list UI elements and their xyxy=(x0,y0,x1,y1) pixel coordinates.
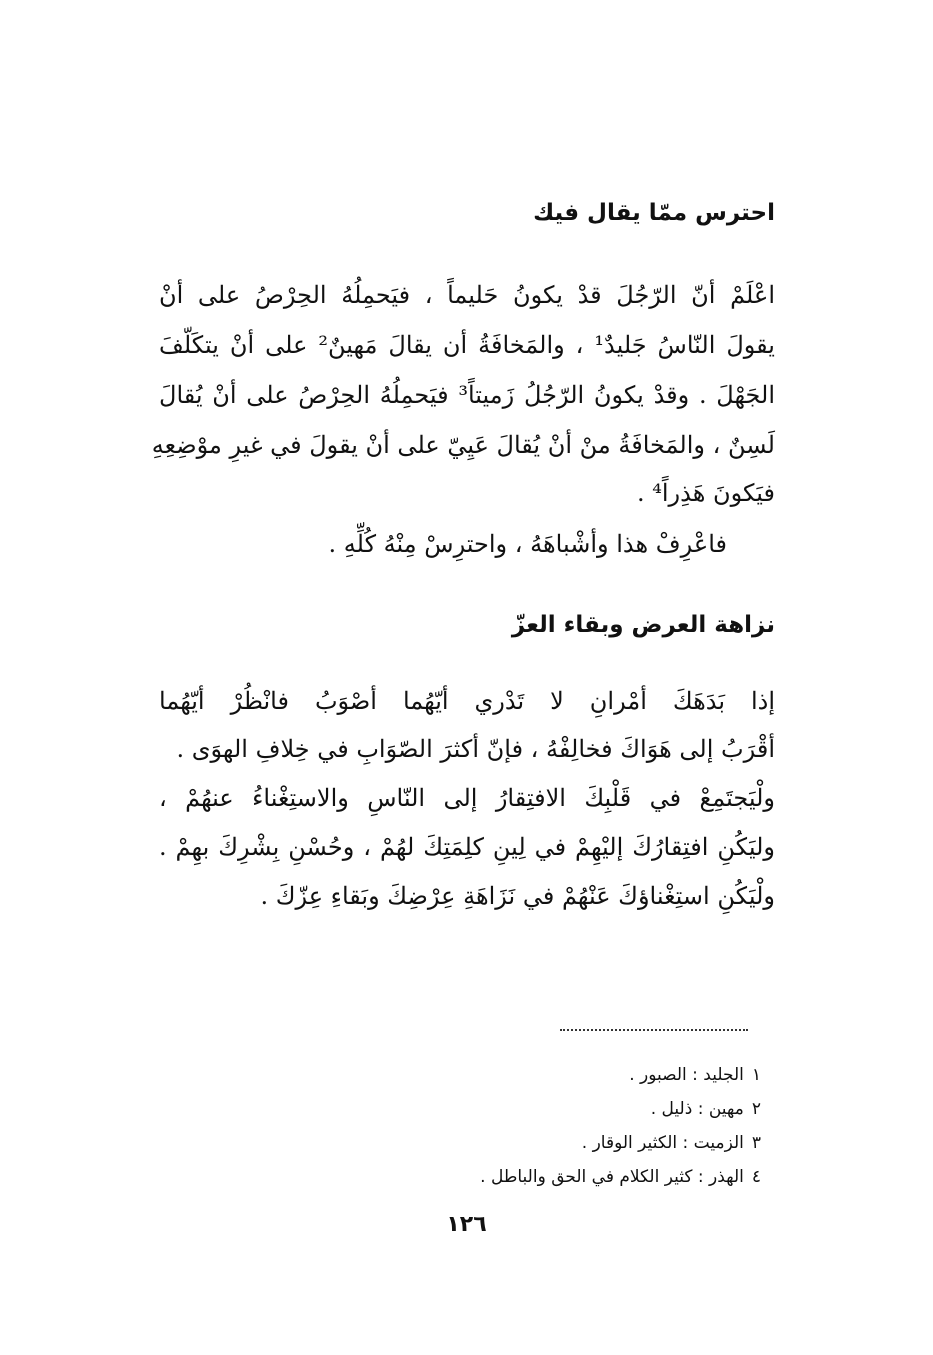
paragraph-line: أقْرَبُ إلى هَوَاكَ فخالِفْهُ ، فإنّ أكثرَ الصّوَابِ في خِلافِ الهوَى . xyxy=(176,735,775,763)
footnote xyxy=(480,1164,761,1190)
footnote-number: ١ xyxy=(751,1065,761,1085)
paragraph-line: فيَكونَ هَذِراً⁴ . xyxy=(636,479,775,507)
paragraph-line: فاعْرِفْ هذا وأشْباهَهُ ، واحترِسْ مِنْهُ كُلِّهِ . xyxy=(328,530,727,558)
paragraph-line: ولْيَجتَمِعْ في قَلْبِكَ الافتِقارُ إلى النّاسِ والاستِغْناءُ عنهُمْ ، xyxy=(159,784,775,812)
paragraph-line: لَسِنٌ ، والمَخافَةُ منْ أنْ يُقالَ عَيِيّ على أنْ يقولَ في غيرِ موْضِعِهِ xyxy=(151,431,775,459)
footnote-text: الهذر : كثير الكلام في الحق والباطل . xyxy=(480,1167,744,1187)
paragraph-line: إذا بَدَهَكَ أمْرانِ لا تَدْري أيّهُما أصْوَبُ فانْظُرْ أيّهُما xyxy=(159,687,775,715)
footnote-text: الجليد : الصبور . xyxy=(629,1065,744,1085)
paragraph-line: ولْيَكُنِ استِغْناؤكَ عَنْهُمْ في نَزَاهَةِ عِرْضِكَ وبَقاءِ عِزّكَ . xyxy=(260,882,775,910)
footnote-number: ٢ xyxy=(751,1099,761,1119)
footnote xyxy=(629,1062,761,1088)
footnote-text: الزميت : الكثير الوقار . xyxy=(581,1133,744,1153)
paragraph-line: يقولَ النّاسُ جَليدٌ¹ ، والمَخافَةُ أن يقالَ مَهينٌ² على أنْ يتكَلّفَ xyxy=(159,331,775,359)
section-title-guard-reputation: احترس ممّا يقال فيك xyxy=(533,200,775,226)
paragraph-line: الجَهْلَ . وقدْ يكونُ الرّجُلُ زَميتاً³ فيَحمِلُهُ الحِرْصُ على أنْ يُقالَ xyxy=(159,381,776,409)
section-title-honor: نزاهة العرض وبقاء العزّ xyxy=(511,612,775,638)
footnote-number: ٤ xyxy=(751,1167,761,1187)
paragraph-line: اعْلَمْ أنّ الرّجُلَ قدْ يكونُ حَليماً ، فيَحمِلُهُ الحِرْصُ على أنْ xyxy=(159,281,775,309)
page-number: ١٢٦ xyxy=(446,1212,487,1237)
footnote-text: مهين : ذليل . xyxy=(650,1099,744,1119)
footnote-separator xyxy=(560,1029,748,1031)
footnote xyxy=(582,1130,761,1156)
footnote xyxy=(651,1096,761,1122)
paragraph-line: وليَكُنِ افتِقارُكَ إليْهِمْ في لِينِ كلِمَتِكَ لهُمْ ، وحُسْنِ بِشْرِكَ بهِمْ . xyxy=(159,833,775,861)
footnote-number: ٣ xyxy=(751,1133,761,1153)
